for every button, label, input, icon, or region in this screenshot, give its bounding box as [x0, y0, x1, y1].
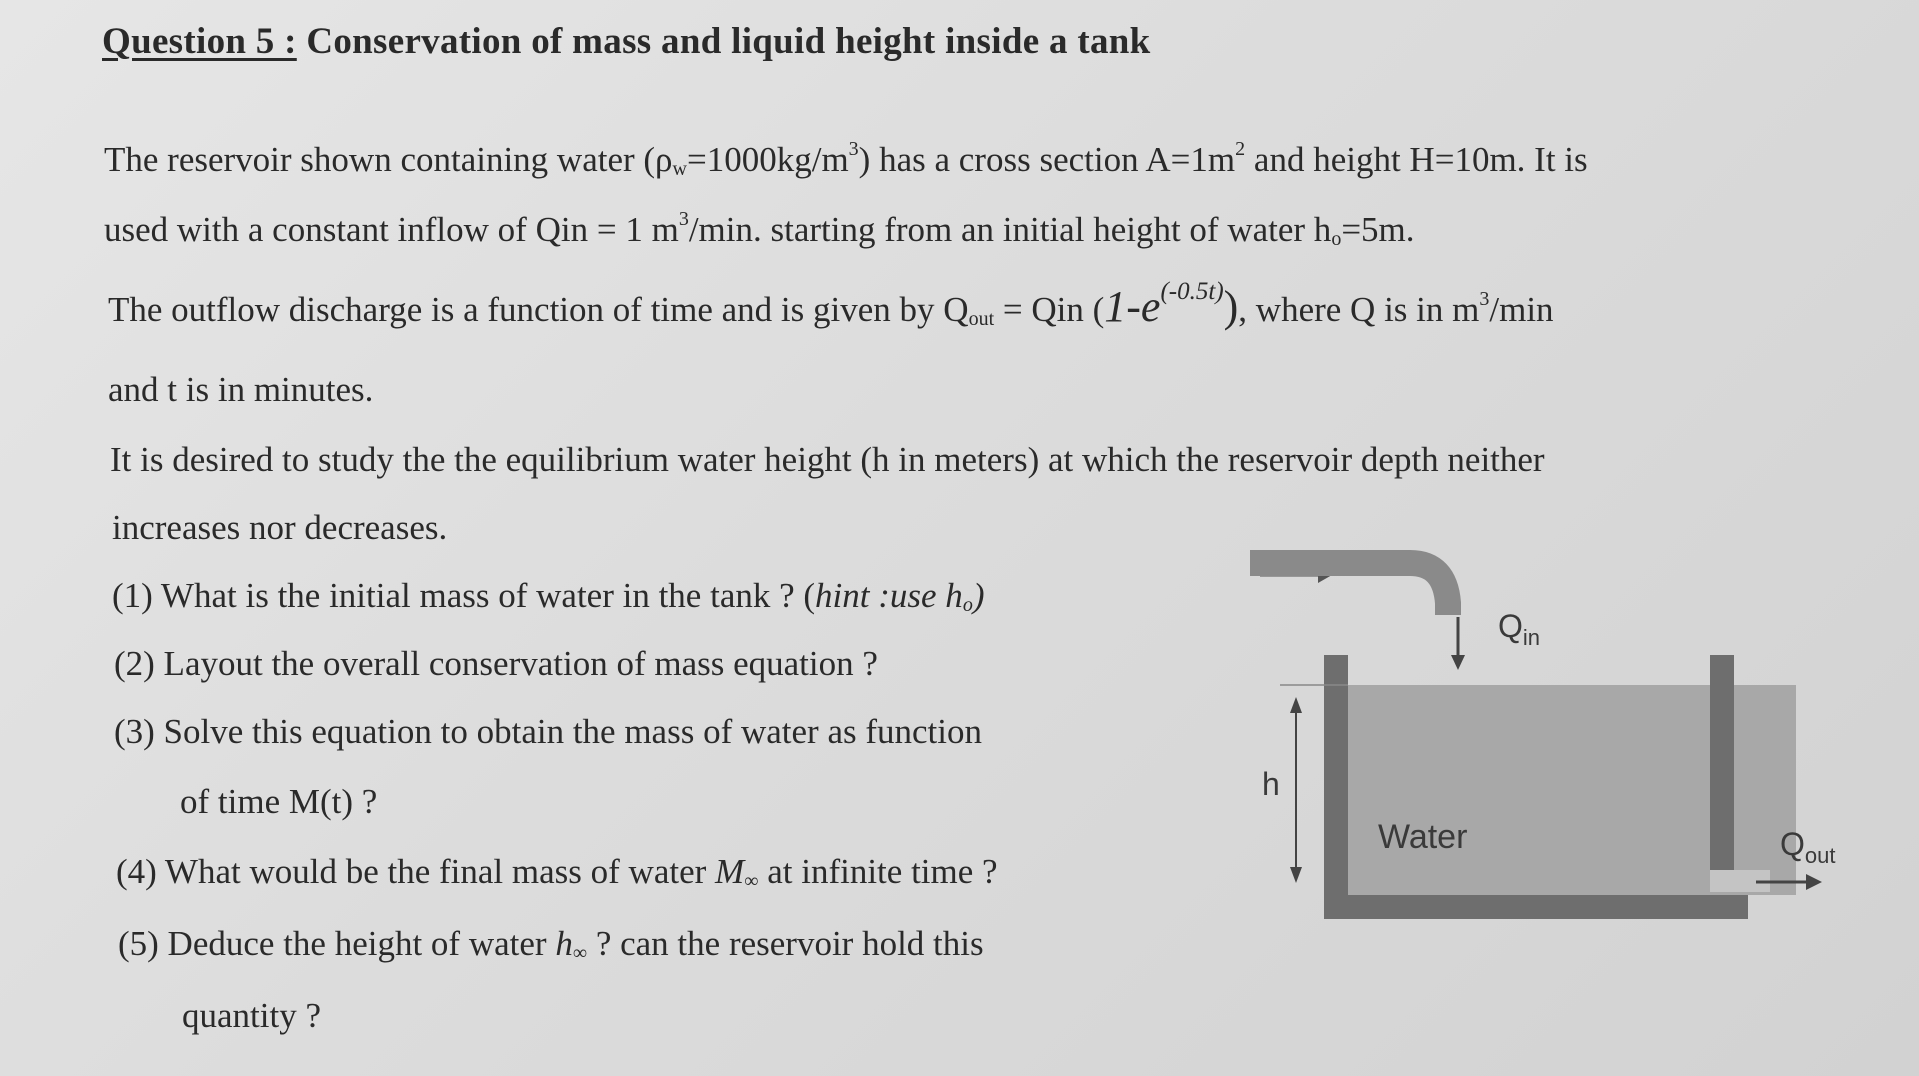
text-span: ) has a cross section A=1m [858, 140, 1236, 179]
text-span: , where Q is in m [1238, 290, 1480, 329]
question-item-5 [118, 924, 984, 965]
superscript-3: 3 [848, 138, 859, 160]
subscript-infinity: ∞ [572, 942, 588, 964]
question-item-3: (3) Solve this equation to obtain the mass of water as function [114, 712, 983, 751]
text-span: (1) What is the initial mass of water in the tank ? ( [112, 576, 816, 615]
text-span: ? can the reservoir hold this [587, 924, 984, 963]
subscript-out: out [968, 308, 995, 330]
text-span: = Qin ( [994, 290, 1105, 329]
tank-diagram [1240, 545, 1880, 935]
text-span: =5m. [1341, 210, 1415, 249]
subscript-o: o [1331, 228, 1342, 250]
outflow-formula: 1-e [1104, 282, 1161, 331]
text-span: at infinite time ? [758, 852, 998, 891]
subscript-infinity: ∞ [744, 870, 759, 892]
q-out-label: $Q_{out}$ [1780, 826, 1836, 868]
inlet-pipe [1250, 563, 1448, 615]
question-title [102, 20, 1151, 63]
tank-bottom [1324, 895, 1748, 919]
height-label: h [1262, 766, 1280, 802]
tank-right-wall [1710, 655, 1734, 870]
tank-left-wall [1324, 655, 1348, 905]
text-span: and height H=10m. It is [1245, 140, 1588, 179]
flow-down-arrow-icon [1451, 617, 1465, 670]
question-item-1 [112, 576, 984, 617]
paragraph-line-5: It is desired to study the the equilibrium water height (h in meters) at which the reservoir depth neither [110, 440, 1545, 479]
tank-diagram-svg [1240, 545, 1880, 935]
height-arrow-icon [1290, 697, 1302, 883]
paragraph-line-4: and t is in minutes. [108, 370, 374, 409]
question-number: Question 5 : [102, 21, 297, 62]
subscript-w: w [672, 158, 687, 180]
hint-text: hint :use h [815, 576, 963, 615]
text-span: =1000kg/m [686, 140, 849, 179]
paragraph-line-1 [104, 138, 1588, 181]
paragraph-line-3 [108, 278, 1554, 332]
question-item-2: (2) Layout the overall conservation of mass equation ? [114, 644, 878, 683]
final-mass-symbol: M [715, 852, 745, 891]
question-item-3-continued: of time M(t) ? [180, 782, 378, 821]
question-title-text: Conservation of mass and liquid height inside a tank [296, 21, 1151, 62]
text-span: The reservoir shown containing water (ρ [104, 140, 673, 179]
text-span: /min [1489, 290, 1554, 329]
superscript-3: 3 [678, 208, 689, 230]
q-in-label: $Q_{in}$ [1498, 608, 1541, 650]
superscript-2: 2 [1235, 138, 1246, 160]
text-span: /min. starting from an initial height of water h [688, 210, 1332, 249]
final-height-symbol: h [555, 924, 573, 963]
question-item-4 [116, 852, 998, 893]
water-label: Water [1378, 818, 1468, 856]
question-item-5-continued: quantity ? [182, 996, 321, 1035]
subscript-o: o [962, 594, 973, 616]
text-span: used with a constant inflow of Qin = 1 m [104, 210, 679, 249]
text-span: The outflow discharge is a function of time and is given by Q [108, 290, 969, 329]
paragraph-line-2 [104, 208, 1415, 251]
text-span: ) [972, 576, 985, 615]
text-span: (5) Deduce the height of water [118, 924, 556, 963]
paragraph-line-6: increases nor decreases. [112, 508, 448, 547]
text-span: (4) What would be the final mass of water [116, 852, 716, 891]
outflow-exponent: (-0.5t) [1160, 278, 1224, 305]
closing-parenthesis: ) [1223, 282, 1239, 331]
superscript-3: 3 [1479, 288, 1490, 310]
